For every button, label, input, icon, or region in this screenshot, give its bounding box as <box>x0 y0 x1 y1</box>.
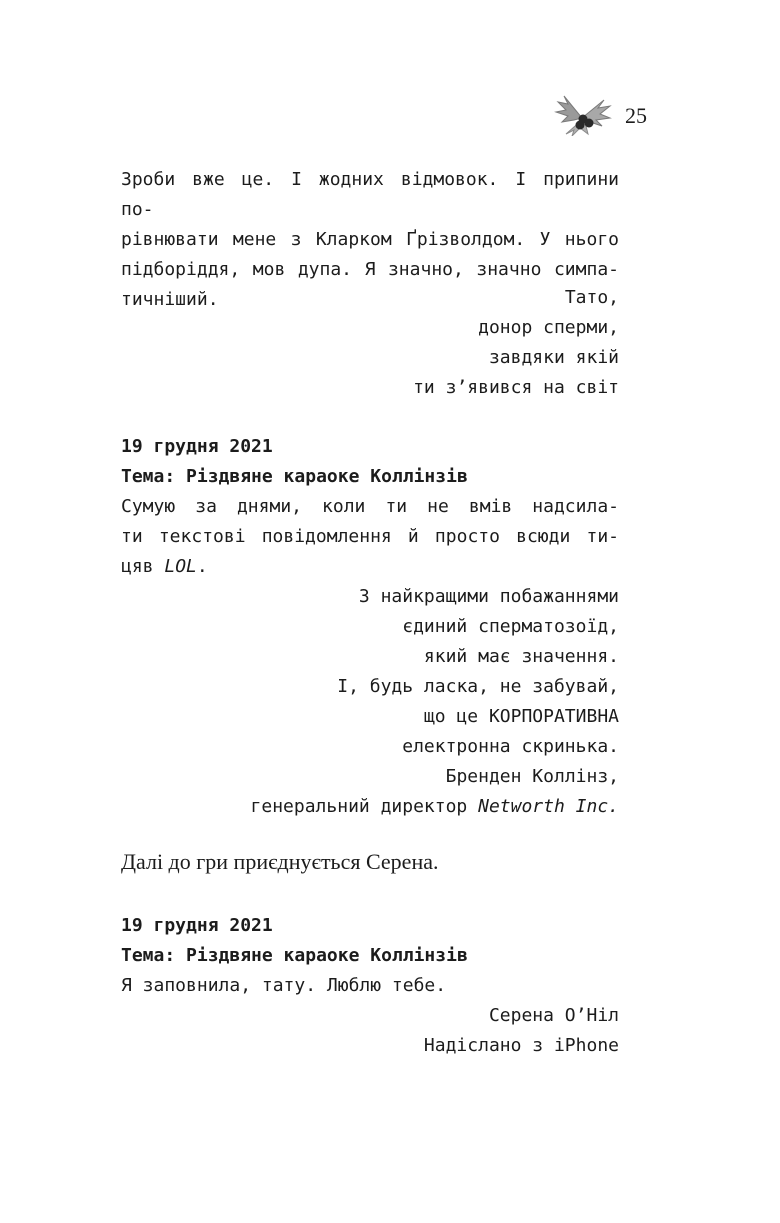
signature-line: єдиний сперматозоїд, <box>402 616 619 637</box>
signature-line: Надіслано з iPhone <box>423 1035 619 1056</box>
email-subject: Тема: Різдвяне караоке Коллінзів <box>121 945 468 966</box>
signature-line: що це КОРПОРАТИВНА <box>423 706 619 727</box>
signature-line: ти з’явився на світ <box>413 377 619 398</box>
text-line: тичніший. <box>121 289 219 310</box>
signature-line: І, будь ласка, не забувай, <box>337 676 619 697</box>
email-2-signature <box>121 1001 619 1061</box>
company-name: Networth Inc. <box>478 796 619 817</box>
text-line: підборіддя, мов дупа. Я значно, значно симпа- <box>121 259 619 280</box>
email-date: 19 грудня 2021 <box>121 436 273 457</box>
text-fragment: генеральний директор <box>250 796 479 817</box>
signature-line: Тато, <box>564 287 619 308</box>
lol-text: LOL <box>164 556 197 577</box>
signature-line: Бренден Коллінз, <box>445 766 619 787</box>
text-line <box>121 552 619 582</box>
text-line: рівнювати мене з Кларком Ґрізволдом. У нього <box>121 229 619 250</box>
text-line: Сумую за днями, коли ти не вмів надсила- <box>121 496 619 517</box>
page-number: 25 <box>625 103 647 128</box>
signature-line: завдяки якій <box>488 347 619 368</box>
holly-ornament-icon <box>552 88 612 136</box>
signature-line <box>121 792 619 822</box>
email-subject: Тема: Різдвяне караоке Коллінзів <box>121 466 468 487</box>
signature-line: Серена О’Ніл <box>488 1005 619 1026</box>
letter-signature <box>121 283 619 403</box>
email-body: Я заповнила, тату. Люблю тебе. <box>121 975 447 996</box>
email-1 <box>121 432 619 582</box>
signature-line: який має значення. <box>423 646 619 667</box>
signature-line: З найкращими побажаннями <box>358 586 619 607</box>
text-line: Зроби вже це. І жодних відмовок. І припини по- <box>121 169 619 220</box>
email-1-signature <box>121 582 619 822</box>
text-fragment: цяв <box>121 556 165 577</box>
email-2 <box>121 911 619 1001</box>
email-date: 19 грудня 2021 <box>121 915 273 936</box>
signature-line: донор сперми, <box>478 317 619 338</box>
signature-line: електронна скринька. <box>402 736 619 757</box>
narration-text: Далі до гри приєднується Серена. <box>121 849 439 874</box>
text-line: ти текстові повідомлення й просто всюди ти- <box>121 526 619 547</box>
text-fragment: . <box>196 556 208 577</box>
